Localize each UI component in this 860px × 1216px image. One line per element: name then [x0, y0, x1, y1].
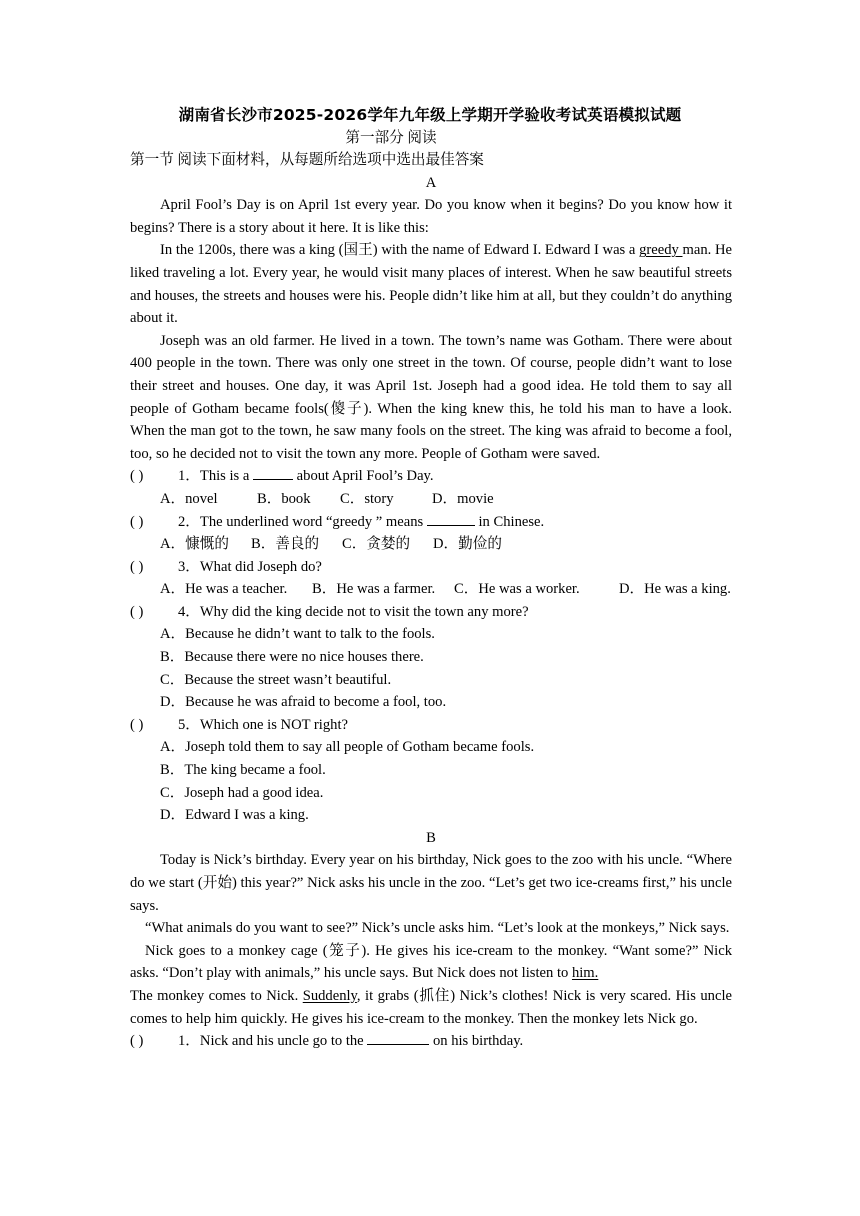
- option-b[interactable]: B．The king became a fool.: [160, 762, 326, 779]
- option-b[interactable]: B．He was a farmer.: [312, 581, 436, 598]
- question-number: 3．: [178, 558, 200, 575]
- passage-b-paragraph-2: “What animals do you want to see?” Nick’s uncle asks him. “Let’s look at the monkeys,” Nick says.: [145, 920, 730, 937]
- question-stem: The underlined word “greedy ” means: [199, 513, 427, 530]
- question-number: 1．: [178, 1033, 200, 1050]
- answer-bracket[interactable]: ( ): [130, 468, 144, 485]
- section-instruction: 第一节 阅读下面材料，从每题所给选项中选出最佳答案: [130, 152, 484, 168]
- answer-blank[interactable]: [253, 465, 293, 480]
- paragraph-text: man. He liked traveling a lot. Every year, he would visit many places of interest. When he saw beautiful streets and houses, the streets and houses were his. People didn’t like him at all, but they couldn’t do anything about it.: [130, 242, 732, 327]
- question-number: 5．: [178, 716, 200, 733]
- option-a[interactable]: A．慷慨的: [160, 536, 229, 553]
- question-a1: [130, 465, 732, 488]
- option-d[interactable]: D．Edward I was a king.: [160, 807, 309, 824]
- passage-a-label: A: [425, 174, 437, 191]
- option-b[interactable]: B．book: [257, 490, 311, 507]
- question-stem: What did Joseph do?: [199, 558, 322, 575]
- option-a[interactable]: A．novel: [160, 490, 218, 507]
- option-c[interactable]: C．Joseph had a good idea.: [160, 784, 324, 801]
- passage-b-paragraph-1: Today is Nick’s birthday. Every year on his birthday, Nick goes to the zoo with his uncle. “Where do we start (开始) this year?” Nick asks his uncle in the zoo. “Let’s get two ice-creams first,” his uncle says.: [130, 852, 732, 914]
- exam-title: 湖南省长沙市2025-2026学年九年级上学期开学验收考试英语模拟试题: [178, 106, 682, 124]
- passage-a-paragraph-2: [130, 239, 732, 329]
- question-stem: in Chinese.: [474, 513, 545, 530]
- answer-bracket[interactable]: ( ): [130, 716, 144, 733]
- option-c[interactable]: C．He was a worker.: [454, 581, 580, 598]
- underlined-word-suddenly: Suddenly: [302, 987, 357, 1004]
- question-stem: Nick and his uncle go to the: [199, 1033, 368, 1050]
- option-c[interactable]: C．story: [340, 490, 394, 507]
- question-a4-options: [130, 623, 732, 713]
- passage-a-paragraph-3: Joseph was an old farmer. He lived in a town. The town’s name was Gotham. There were about 400 people in the town. There was only one street in the town. Of course, people didn’t want to lose their street and houses. One day, it was April 1st. Joseph had a good idea. He told them to say all people of Gotham became fools(傻子). When the king knew this, he told his man to have a look. When the man got to the town, he saw many fools on the street. The king was afraid to become a fool, too, so he decided not to visit the town any more. People of Gotham were saved.: [130, 332, 732, 462]
- question-number: 4．: [178, 603, 200, 620]
- option-d[interactable]: D．He was a king.: [619, 581, 731, 598]
- option-c[interactable]: C．Because the street wasn’t beautiful.: [160, 671, 392, 688]
- question-a2: [130, 511, 732, 534]
- question-a3: [130, 556, 732, 579]
- answer-bracket[interactable]: ( ): [130, 558, 144, 575]
- question-stem: This is a: [199, 468, 254, 485]
- option-a[interactable]: A．Joseph told them to say all people of Gotham became fools.: [160, 739, 535, 756]
- question-number: 2．: [178, 513, 200, 530]
- answer-bracket[interactable]: ( ): [130, 603, 144, 620]
- option-d[interactable]: D．movie: [432, 490, 494, 507]
- option-b[interactable]: B．善良的: [251, 536, 320, 553]
- underlined-word-greedy: greedy: [639, 242, 683, 259]
- question-stem: Why did the king decide not to visit the town any more?: [199, 603, 529, 620]
- question-b1: [130, 1030, 732, 1053]
- underlined-word-him: him.: [571, 965, 599, 982]
- paragraph-text: Nick goes to a monkey cage (笼子). He gives his ice-cream to the monkey. “Want some?” Nick asks. “Don’t play with animals,” his uncle says. But Nick does not listen to: [130, 942, 732, 982]
- paragraph-text: The monkey comes to Nick.: [130, 987, 303, 1004]
- question-a3-options: [130, 578, 732, 601]
- question-a1-options: [130, 488, 732, 511]
- question-a5-options: [130, 736, 732, 826]
- option-d[interactable]: D．勤俭的: [433, 536, 502, 553]
- option-b[interactable]: B．Because there were no nice houses there.: [160, 649, 424, 666]
- part-heading: 第一部分 阅读: [345, 130, 437, 146]
- paragraph-text: In the 1200s, there was a king (国王) with the name of Edward I. Edward I was a: [160, 242, 640, 259]
- option-a[interactable]: A．He was a teacher.: [160, 581, 288, 598]
- answer-blank[interactable]: [367, 1030, 429, 1045]
- question-stem: about April Fool’s Day.: [293, 468, 434, 485]
- question-a5: [130, 714, 732, 737]
- option-d[interactable]: D．Because he was afraid to become a fool, too.: [160, 694, 447, 711]
- paragraph-text: , it grabs (抓住) Nick’s clothes! Nick is very scared. His uncle comes to help him quickly. He gives his ice-cream to the monkey. Then the monkey lets Nick go.: [130, 987, 732, 1027]
- question-number: 1．: [178, 468, 200, 485]
- option-a[interactable]: A．Because he didn’t want to talk to the fools.: [160, 626, 435, 643]
- question-a4: [130, 601, 732, 624]
- exam-content: [130, 149, 732, 1053]
- option-c[interactable]: C．贪婪的: [342, 536, 411, 553]
- passage-a-paragraph-1: April Fool’s Day is on April 1st every year. Do you know when it begins? Do you know how it begins? There is a story about it here. It is like this:: [130, 197, 732, 236]
- passage-b-paragraph-4: [130, 985, 732, 1030]
- question-stem: Which one is NOT right?: [199, 716, 348, 733]
- question-stem: on his birthday.: [429, 1033, 524, 1050]
- answer-bracket[interactable]: ( ): [130, 513, 144, 530]
- answer-blank[interactable]: [427, 511, 475, 526]
- passage-b-label: B: [426, 829, 436, 846]
- answer-bracket[interactable]: ( ): [130, 1033, 144, 1050]
- passage-b-paragraph-3: [130, 940, 732, 985]
- question-a2-options: [130, 533, 732, 556]
